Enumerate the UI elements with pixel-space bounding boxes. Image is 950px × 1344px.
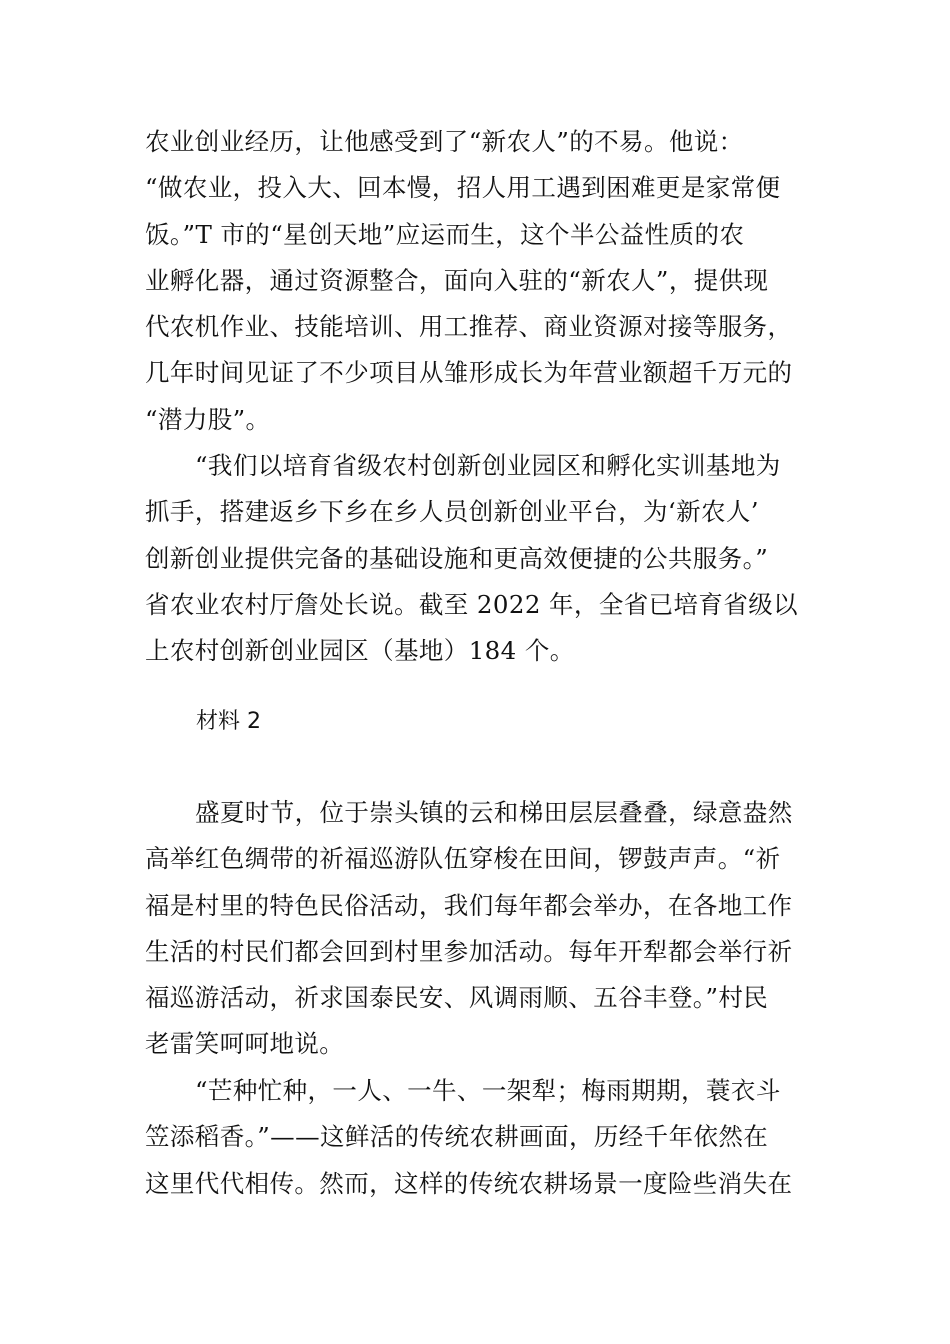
text-line: 创新创业提供完备的基础设施和更高效便捷的公共服务。” xyxy=(145,543,769,573)
text-line: 生活的村民们都会回到村里参加活动。每年开犁都会举行祈 xyxy=(145,936,793,966)
text-line: 这里代代相传。然而，这样的传统农耕场景一度险些消失在 xyxy=(145,1168,793,1198)
paragraph-continuation xyxy=(145,119,807,443)
text-line: 省农业农村厅詹处长说。截至 2022 年，全省已培育省级以 xyxy=(145,589,799,619)
text-line: 几年时间见证了不少项目从雏形成长为年营业额超千万元的 xyxy=(145,358,793,388)
text-line: 农业创业经历，让他感受到了“新农人”的不易。他说： xyxy=(145,127,744,156)
text-line: 上农村创新创业园区（基地）184 个。 xyxy=(145,636,575,666)
text-line: 饭。”T 市的“星创天地”应运而生，这个半公益性质的农 xyxy=(145,219,745,249)
text-line: 福巡游活动，祈求国泰民安、风调雨顺、五谷丰登。”村民 xyxy=(145,983,769,1013)
text-line: 高举红色绸带的祈福巡游队伍穿梭在田间，锣鼓声声。“祈 xyxy=(145,844,781,874)
text-line: “潜力股”。 xyxy=(145,404,271,434)
text-line: 业孵化器，通过资源整合，面向入驻的“新农人”，提供现 xyxy=(145,265,769,295)
text-line: 盛夏时节，位于崇头镇的云和梯田层层叠叠，绿意盎然 xyxy=(195,798,793,827)
text-line: “做农业，投入大、回本慢，招人用工遇到困难更是家常便 xyxy=(145,173,781,203)
paragraph-quote-official xyxy=(145,443,807,674)
section-heading: 材料 2 xyxy=(196,709,261,734)
text-line: 抓手，搭建返乡下乡在乡人员创新创业平台，为‘新农人’ xyxy=(145,497,759,527)
text-line: 老雷笑呵呵地说。 xyxy=(145,1029,345,1059)
text-line: “芒种忙种，一人、一牛、一架犁；梅雨期期，蓑衣斗 xyxy=(195,1076,781,1105)
text-line: 笠添稻香。”——这鲜活的传统农耕画面，历经千年依然在 xyxy=(145,1122,769,1152)
paragraph-festival xyxy=(145,790,807,1068)
text-line: 代农机作业、技能培训、用工推荐、商业资源对接等服务， xyxy=(145,312,793,342)
text-line: “我们以培育省级农村创新创业园区和孵化实训基地为 xyxy=(195,451,781,480)
text-line: 福是村里的特色民俗活动，我们每年都会举办，在各地工作 xyxy=(145,890,793,920)
paragraph-farming xyxy=(145,1068,807,1207)
